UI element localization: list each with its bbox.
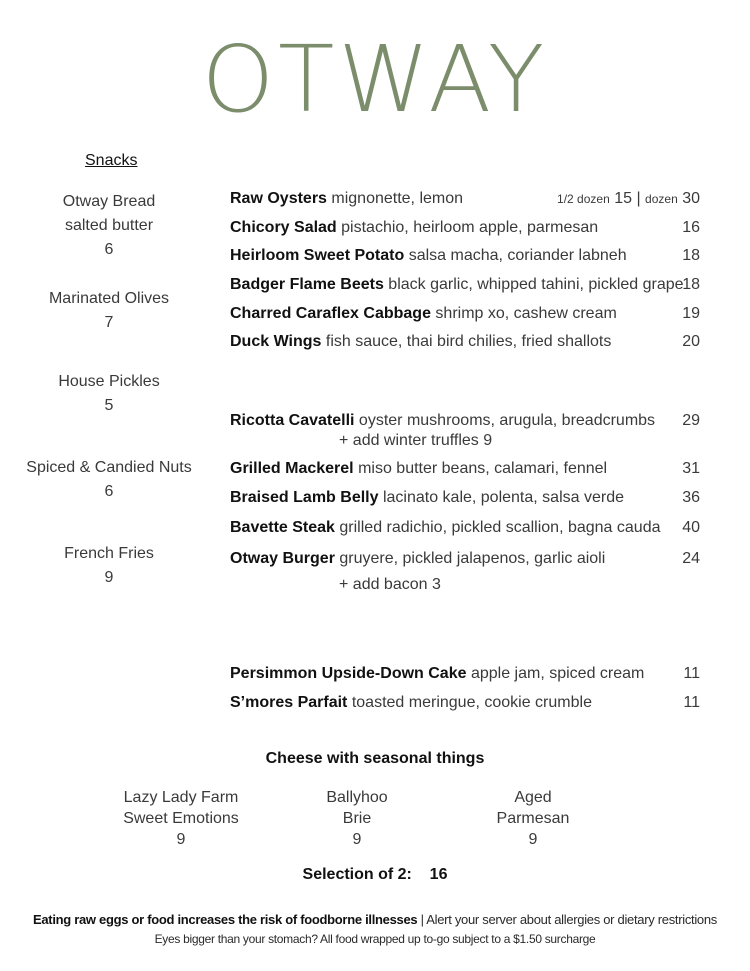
snack-name: Marinated Olives <box>48 290 170 307</box>
menu-item-price: 29 <box>682 412 700 429</box>
menu-item-name: Otway Burger <box>230 550 335 567</box>
menu-item-desc: lacinato kale, polenta, salsa verde <box>378 489 624 506</box>
snack-name: French Fries <box>64 545 154 562</box>
menu-item-raw-oysters <box>230 188 700 210</box>
oyster-prices <box>557 188 700 210</box>
snack-item <box>0 456 218 504</box>
menu-item-name: Braised Lamb Belly <box>230 489 379 506</box>
menu-item-desc: fish sauce, thai bird chilies, fried shallots <box>321 333 612 350</box>
cheese-price: 9 <box>528 831 538 848</box>
menu-item-price: 40 <box>682 519 700 536</box>
cheese-price: 9 <box>352 831 362 848</box>
menu-item <box>230 548 700 570</box>
snack-price: 5 <box>104 397 114 414</box>
menu-item-price: 19 <box>682 305 700 322</box>
togo-note: Eyes bigger than your stomach? All food wrapped up to-go subject to a $1.50 surcharge <box>154 932 596 946</box>
menu-item-price: 16 <box>682 219 700 236</box>
menu-item-name: Duck Wings <box>230 333 322 350</box>
menu-item <box>230 692 700 714</box>
snack-name: Otway Bread <box>62 193 156 210</box>
menu-item-name: Heirloom Sweet Potato <box>230 247 405 264</box>
menu-item-desc: salsa macha, coriander labneh <box>404 247 627 264</box>
cheese-line1: Lazy Lady Farm <box>123 789 239 806</box>
cheese-line1: Ballyhoo <box>326 789 388 806</box>
cheese-line1: Aged <box>514 789 552 806</box>
menu-item <box>230 410 700 432</box>
menu-item-name: Bavette Steak <box>230 519 335 536</box>
menu-item-price: 18 <box>682 247 700 264</box>
menu-item-name: Raw Oysters <box>230 190 327 207</box>
half-dozen-label: 1/2 dozen <box>557 192 610 206</box>
cheese-item <box>443 787 623 850</box>
foodborne-warning: Eating raw eggs or food increases the risk of foodborne illnesses <box>32 912 418 927</box>
menu-item-name: S’mores Parfait <box>230 694 348 711</box>
menu-item-desc: black garlic, whipped tahini, pickled grape <box>383 276 684 293</box>
menu-item-name: Ricotta Cavatelli <box>230 412 355 429</box>
menu-item <box>230 331 700 353</box>
cheese-selection: Selection of 2: 16 <box>302 866 448 883</box>
snack-item <box>0 542 218 590</box>
menu-item-name: Persimmon Upside-Down Cake <box>230 665 467 682</box>
menu-item <box>230 517 700 539</box>
menu-item-price: 18 <box>682 276 700 293</box>
half-dozen-price: 15 <box>614 190 632 207</box>
cheese-price: 9 <box>176 831 186 848</box>
menu-item-price: 11 <box>683 694 700 711</box>
menu-item-name: Badger Flame Beets <box>230 276 384 293</box>
dozen-label: dozen <box>645 192 678 206</box>
menu-item-desc: toasted meringue, cookie crumble <box>347 694 592 711</box>
cheese-line2: Sweet Emotions <box>123 810 239 827</box>
allergy-note: | Alert your server about allergies or dietary restrictions <box>417 912 717 927</box>
cheese-heading: Cheese with seasonal things <box>265 750 485 767</box>
menu-item-name: Chicory Salad <box>230 219 337 236</box>
snacks-heading: Snacks <box>85 152 138 169</box>
menu-item-desc: miso butter beans, calamari, fennel <box>353 460 608 477</box>
menu-item-desc: shrimp xo, cashew cream <box>430 305 617 322</box>
snack-desc: salted butter <box>64 217 154 234</box>
footer-warning-line <box>0 912 750 927</box>
menu-item-desc: gruyere, pickled jalapenos, garlic aioli <box>334 550 606 567</box>
menu-item <box>230 303 700 325</box>
menu-item-price: 11 <box>683 665 700 682</box>
snack-price: 9 <box>104 569 114 586</box>
menu-item-desc: mignonette, lemon <box>326 190 464 207</box>
menu-item <box>230 217 700 239</box>
menu-item-desc: pistachio, heirloom apple, parmesan <box>336 219 599 236</box>
snack-price: 6 <box>104 483 114 500</box>
menu-item-name: Charred Caraflex Cabbage <box>230 305 431 322</box>
menu-item <box>230 487 700 509</box>
menu-item-price: 36 <box>682 489 700 506</box>
snack-price: 6 <box>104 241 114 258</box>
menu-item-desc: apple jam, spiced cream <box>466 665 645 682</box>
menu-item <box>230 663 700 685</box>
menu-item <box>230 274 700 296</box>
snack-name: House Pickles <box>58 373 160 390</box>
restaurant-title: OTWAY <box>201 26 549 133</box>
truffle-addon: + add winter truffles 9 <box>339 432 493 449</box>
snack-name: Spiced & Candied Nuts <box>26 459 192 476</box>
menu-item-price: 24 <box>682 550 700 567</box>
snack-price: 7 <box>104 314 114 331</box>
menu-item-desc: grilled radichio, pickled scallion, bagna cauda <box>334 519 661 536</box>
menu-item-name: Grilled Mackerel <box>230 460 354 477</box>
dozen-price: 30 <box>682 190 700 207</box>
menu-item <box>230 245 700 267</box>
price-separator: | <box>632 190 646 207</box>
snack-item <box>0 370 218 418</box>
cheese-item <box>91 787 271 850</box>
menu-item-price: 31 <box>682 460 700 477</box>
menu-item <box>230 458 700 480</box>
menu-item-desc: oyster mushrooms, arugula, breadcrumbs <box>354 412 656 429</box>
bacon-addon: + add bacon 3 <box>339 576 441 593</box>
cheese-line2: Parmesan <box>496 810 570 827</box>
menu-item-price: 20 <box>682 333 700 350</box>
snack-item <box>0 287 218 335</box>
cheese-item <box>267 787 447 850</box>
snack-item <box>0 190 218 262</box>
cheese-line2: Brie <box>342 810 372 827</box>
